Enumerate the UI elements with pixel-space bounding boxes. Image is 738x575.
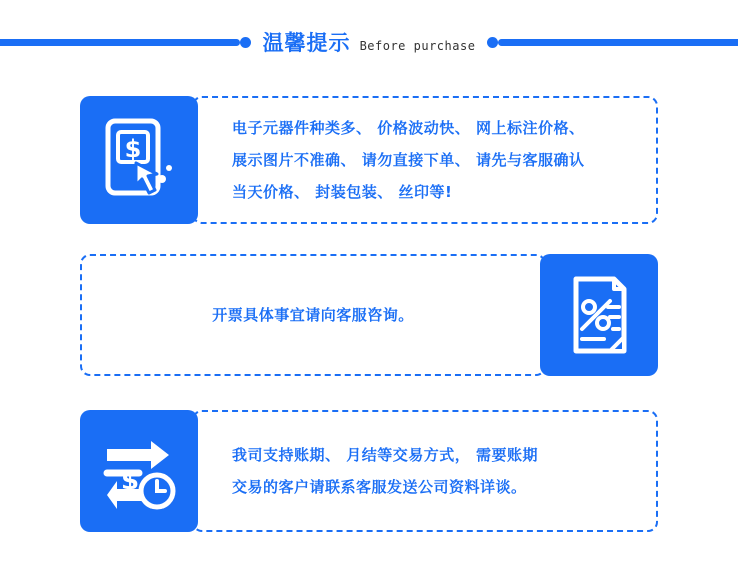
payment-term-clock-icon	[80, 410, 198, 532]
header-dot-left-icon	[240, 37, 251, 48]
notice-line: 展示图片不准确、 请勿直接下单、 请先与客服确认	[232, 151, 585, 169]
notice-line: 电子元器件种类多、 价格波动快、 网上标注价格、	[232, 119, 585, 137]
notice-text-2	[80, 254, 546, 376]
svg-text:$: $	[121, 466, 140, 496]
header-rule-left	[0, 39, 240, 46]
notice-paragraph-2	[212, 299, 414, 331]
header-titles	[261, 27, 478, 57]
notice-line: 我司支持账期、 月结等交易方式， 需要账期	[232, 446, 538, 464]
price-tag-touch-icon	[80, 96, 198, 224]
notice-line: 交易的客户请联系客服发送公司资料详谈。	[232, 478, 527, 496]
notice-row-1	[80, 96, 658, 224]
notice-text-1	[192, 96, 658, 224]
header-dot-right-icon	[487, 37, 498, 48]
notice-paragraph-1	[232, 112, 584, 208]
notice-line: 当天价格、 封装包装、 丝印等!	[232, 183, 453, 201]
invoice-percent-icon	[540, 254, 658, 376]
notice-line: 开票具体事宜请向客服咨询。	[212, 306, 414, 324]
header-rule-right	[498, 39, 738, 46]
notice-paragraph-3	[232, 439, 538, 503]
page-subtitle: Before purchase	[359, 39, 476, 53]
notice-row-3	[80, 410, 658, 532]
section-header	[0, 22, 738, 62]
page-title: 温馨提示	[262, 31, 351, 55]
notice-text-3	[192, 410, 658, 532]
svg-text:$: $	[124, 135, 142, 163]
notice-row-2	[80, 254, 658, 376]
